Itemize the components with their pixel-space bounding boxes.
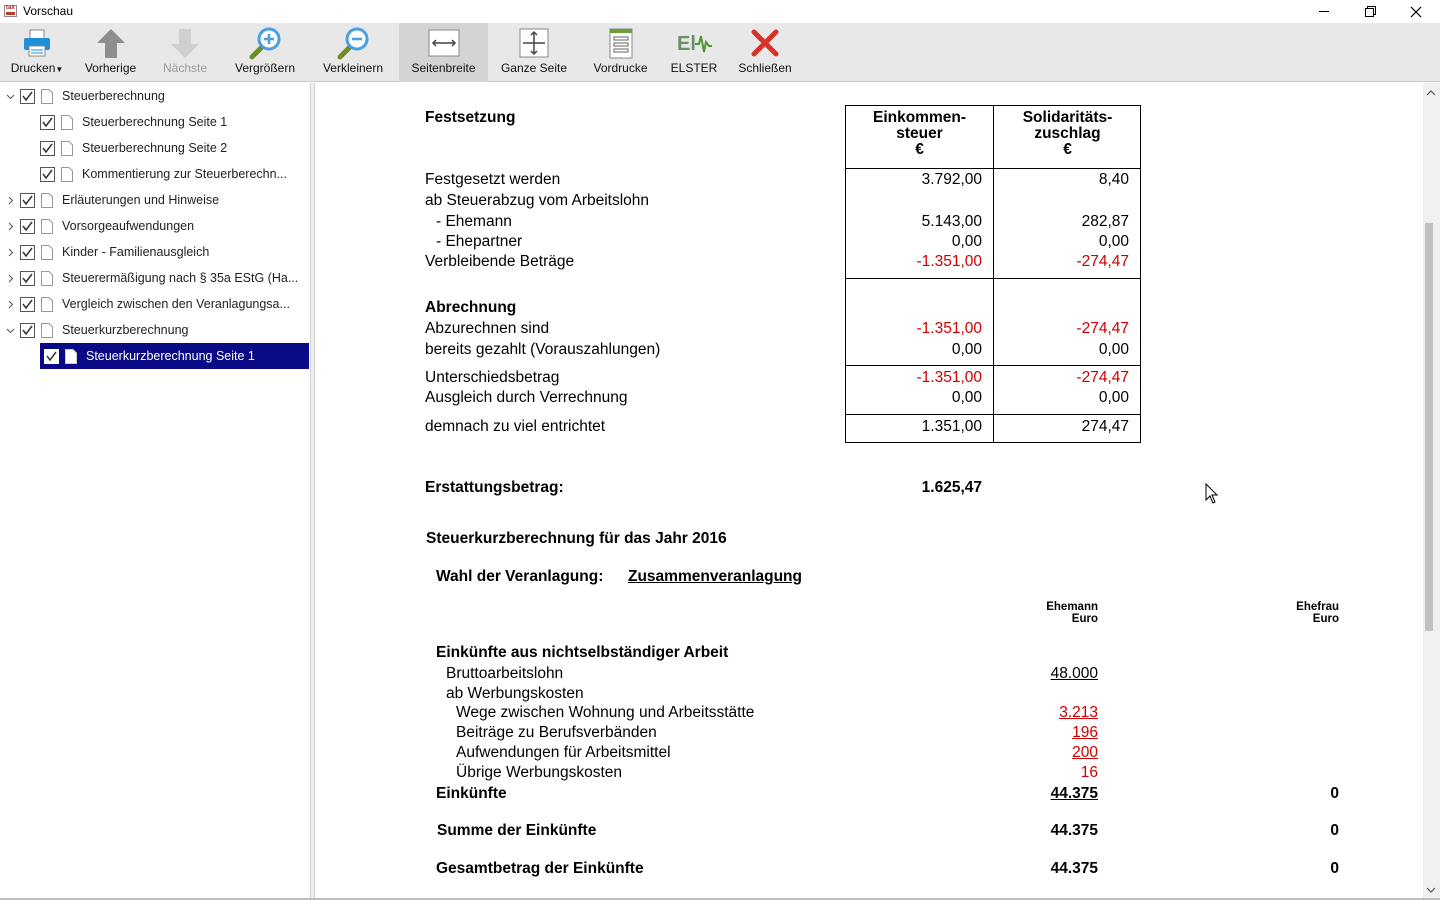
checkmark-icon (22, 273, 33, 284)
expand-arrow-icon[interactable] (0, 265, 20, 291)
table-divider (845, 365, 1141, 366)
close-icon (1410, 6, 1422, 18)
app-icon: tax (4, 5, 17, 17)
checkbox[interactable] (20, 193, 35, 208)
column-header-ehefrau: Ehefrau Euro (1296, 601, 1339, 625)
zoom-in-icon (248, 26, 282, 60)
row-value: 0 (1330, 860, 1339, 877)
zoom-in-button[interactable]: Vergrößern (228, 23, 302, 82)
checkmark-icon (22, 91, 33, 102)
row-value: 196 (1072, 724, 1098, 741)
document-icon (41, 245, 53, 260)
checkmark-icon (42, 143, 53, 154)
column-header-solidaritaetszuschlag: Solidaritäts- zuschlag € (1022, 109, 1113, 158)
row-label: Unterschiedsbetrag (425, 369, 560, 386)
column-header-einkommensteuer: Einkommen- steuer € (872, 109, 966, 158)
checkmark-icon (42, 117, 53, 128)
checkbox[interactable] (20, 245, 35, 260)
row-value: 0,00 (1098, 389, 1129, 406)
arrow-up-icon (95, 27, 127, 59)
row-value: -1.351,00 (916, 320, 982, 337)
tree-item-label: Steuerberechnung Seite 2 (82, 141, 228, 155)
row-label: demnach zu viel entrichtet (425, 418, 606, 435)
collapse-arrow-icon[interactable] (0, 317, 20, 343)
column-header-ehemann: Ehemann Euro (1046, 601, 1098, 625)
document-icon (41, 89, 53, 104)
restore-button[interactable] (1347, 0, 1393, 23)
row-label: - Ehepartner (436, 233, 523, 250)
row-label: Übrige Werbungskosten (456, 764, 622, 781)
row-value: 44.375 (1050, 785, 1098, 802)
tree-item-kinder[interactable] (0, 239, 209, 265)
checkmark-icon (46, 351, 57, 362)
row-value: 48.000 (1050, 665, 1098, 682)
row-value: -1.351,00 (916, 253, 982, 270)
document-icon (61, 141, 73, 156)
checkbox[interactable] (44, 349, 59, 364)
scroll-down-icon[interactable] (1426, 886, 1436, 894)
tree-item-label: Steuerberechnung (62, 89, 165, 103)
tree-item-label: Kinder - Familienausgleich (62, 245, 210, 259)
tree-item-steuerberechnung-seite-1[interactable] (20, 109, 227, 135)
collapse-arrow-icon[interactable] (0, 83, 20, 109)
tree-item-label: Steuerberechnung Seite 1 (82, 115, 228, 129)
row-value: 16 (1080, 764, 1098, 781)
row-value: 0,00 (1098, 233, 1129, 250)
tree-item-label: Steuerkurzberechnung Seite 1 (86, 349, 255, 363)
full-page-button[interactable]: Ganze Seite (496, 23, 572, 82)
next-button[interactable]: Nächste (155, 23, 215, 82)
row-value: 8,40 (1098, 171, 1129, 188)
row-label: ab Steuerabzug vom Arbeitslohn (425, 192, 650, 209)
row-value: 1.351,00 (921, 418, 982, 435)
checkbox[interactable] (40, 167, 55, 182)
tree-item-label: Steuerermäßigung nach § 35a EStG (Ha... (62, 271, 299, 285)
document-icon (41, 271, 53, 286)
window-title: Vorschau (23, 4, 74, 18)
tree-item-label: Erläuterungen und Hinweise (62, 193, 220, 207)
panel-splitter[interactable] (311, 83, 315, 900)
tree-item-label: Steuerkurzberechnung (62, 323, 189, 337)
checkmark-icon (22, 325, 33, 336)
row-value: 0,00 (951, 341, 982, 358)
expand-arrow-icon[interactable] (0, 239, 20, 265)
row-value: 0 (1330, 785, 1339, 802)
checkmark-icon (22, 195, 33, 206)
scroll-up-icon[interactable] (1426, 89, 1436, 97)
minimize-icon (1319, 6, 1330, 17)
page-width-button[interactable]: Seitenbreite (399, 23, 488, 82)
row-label: Verbleibende Beträge (425, 253, 575, 270)
title-bar (0, 0, 1440, 23)
tree-item-label: Vergleich zwischen den Veranlagungsa... (62, 297, 290, 311)
checkbox[interactable] (40, 115, 55, 130)
row-value: 44.375 (1050, 860, 1098, 877)
close-red-icon (749, 27, 781, 59)
row-value: 3.213 (1059, 704, 1098, 721)
document-tree (0, 83, 311, 900)
row-label: Summe der Einkünfte (437, 822, 597, 839)
full-page-icon (518, 27, 550, 59)
tree-item-steuerermaessigung[interactable] (0, 265, 298, 291)
page-width-icon (427, 27, 461, 59)
arrow-down-icon (169, 27, 201, 59)
restore-icon (1365, 6, 1376, 17)
checkbox[interactable] (20, 323, 35, 338)
row-label: Einkünfte (436, 785, 507, 802)
row-label: Wege zwischen Wohnung und Arbeitsstätte (456, 704, 755, 721)
document-icon (41, 323, 53, 338)
close-window-button[interactable] (1393, 0, 1439, 23)
section-title-abrechnung: Abrechnung (425, 299, 517, 316)
tree-item-label: Vorsorgeaufwendungen (62, 219, 195, 233)
tree-item-steuerberechnung[interactable] (0, 83, 165, 109)
tree-item-erlaeuterungen[interactable] (0, 187, 219, 213)
minimize-button[interactable] (1301, 0, 1347, 23)
close-preview-button[interactable]: Schließen (735, 23, 795, 82)
elster-icon (675, 28, 713, 58)
row-label: Beiträge zu Berufsverbänden (456, 724, 657, 741)
row-value: 44.375 (1050, 822, 1098, 839)
row-value: -274,47 (1076, 320, 1129, 337)
previous-button[interactable]: Vorherige (78, 23, 143, 82)
row-label: Aufwendungen für Arbeitsmittel (456, 744, 671, 761)
row-value: -274,47 (1076, 253, 1129, 270)
tree-item-steuerkurzberechnung[interactable] (0, 317, 188, 343)
erstattungsbetrag-label: Erstattungsbetrag: (425, 479, 564, 496)
document-icon (41, 219, 53, 234)
expand-arrow-icon[interactable] (0, 291, 20, 317)
row-label: Abzurechnen sind (425, 320, 550, 337)
checkbox[interactable] (20, 219, 35, 234)
document-icon (41, 297, 53, 312)
row-value: 0 (1330, 822, 1339, 839)
zoom-out-icon (336, 26, 370, 60)
checkmark-icon (22, 221, 33, 232)
row-label: Festgesetzt werden (425, 171, 561, 188)
checkbox[interactable] (40, 141, 55, 156)
tree-item-steuerkurzberechnung-seite-1[interactable] (40, 343, 309, 369)
svg-text:El: El (677, 33, 696, 55)
scrollbar-thumb[interactable] (1425, 223, 1433, 631)
tree-item-vergleich[interactable] (0, 291, 290, 317)
document-preview[interactable] (316, 83, 1423, 898)
elster-button[interactable]: El ELSTER (667, 23, 721, 82)
checkbox[interactable] (20, 297, 35, 312)
veranlagung-label: Wahl der Veranlagung: (436, 568, 604, 585)
expand-arrow-icon[interactable] (0, 187, 20, 213)
checkmark-icon (22, 299, 33, 310)
checkbox[interactable] (20, 271, 35, 286)
row-label: Bruttoarbeitslohn (446, 665, 564, 682)
checkbox[interactable] (20, 89, 35, 104)
toolbar (0, 23, 1440, 82)
printer-icon (21, 27, 53, 59)
row-label: bereits gezahlt (Vorauszahlungen) (425, 341, 661, 358)
expand-arrow-icon[interactable] (0, 213, 20, 239)
tree-item-kommentierung[interactable] (20, 161, 287, 187)
document-icon (61, 115, 73, 130)
row-label: Gesamtbetrag der Einkünfte (436, 860, 644, 877)
row-label: - Ehemann (436, 213, 512, 230)
row-label: ab Werbungskosten (446, 685, 584, 702)
checkmark-icon (22, 247, 33, 258)
row-value: 282,87 (1081, 213, 1129, 230)
row-value: -1.351,00 (916, 369, 982, 386)
document-icon (41, 193, 53, 208)
row-value: 5.143,00 (921, 213, 982, 230)
table-divider (845, 168, 1141, 169)
zoom-out-button[interactable]: Verkleinern (316, 23, 390, 82)
section-title-einkuenfte: Einkünfte aus nichtselbständiger Arbeit (436, 644, 729, 661)
row-value: 200 (1072, 744, 1098, 761)
table-divider (845, 414, 1141, 415)
row-value: 0,00 (1098, 341, 1129, 358)
tree-item-label: Kommentierung zur Steuerberechn... (82, 167, 287, 181)
section-title-festsetzung: Festsetzung (425, 109, 516, 126)
row-value: 0,00 (951, 389, 982, 406)
erstattungsbetrag-value: 1.625,47 (921, 479, 982, 496)
kurzberechnung-title: Steuerkurzberechnung für das Jahr 2016 (426, 530, 727, 547)
tree-item-steuerberechnung-seite-2[interactable] (20, 135, 227, 161)
forms-icon (606, 26, 636, 60)
print-button[interactable]: Drucken▼ (6, 23, 68, 82)
table-divider (845, 278, 1141, 279)
document-icon (61, 167, 73, 182)
document-icon (65, 349, 77, 364)
tree-item-vorsorgeaufwendungen[interactable] (0, 213, 194, 239)
forms-button[interactable]: Vordrucke (588, 23, 653, 82)
row-value: 0,00 (951, 233, 982, 250)
row-value: -274,47 (1076, 369, 1129, 386)
vertical-scrollbar[interactable] (1423, 83, 1440, 898)
mouse-cursor-icon (1205, 483, 1219, 505)
row-label: Ausgleich durch Verrechnung (425, 389, 628, 406)
row-value: 3.792,00 (921, 171, 982, 188)
row-value: 274,47 (1081, 418, 1129, 435)
checkmark-icon (42, 169, 53, 180)
veranlagung-value: Zusammenveranlagung (628, 568, 802, 585)
